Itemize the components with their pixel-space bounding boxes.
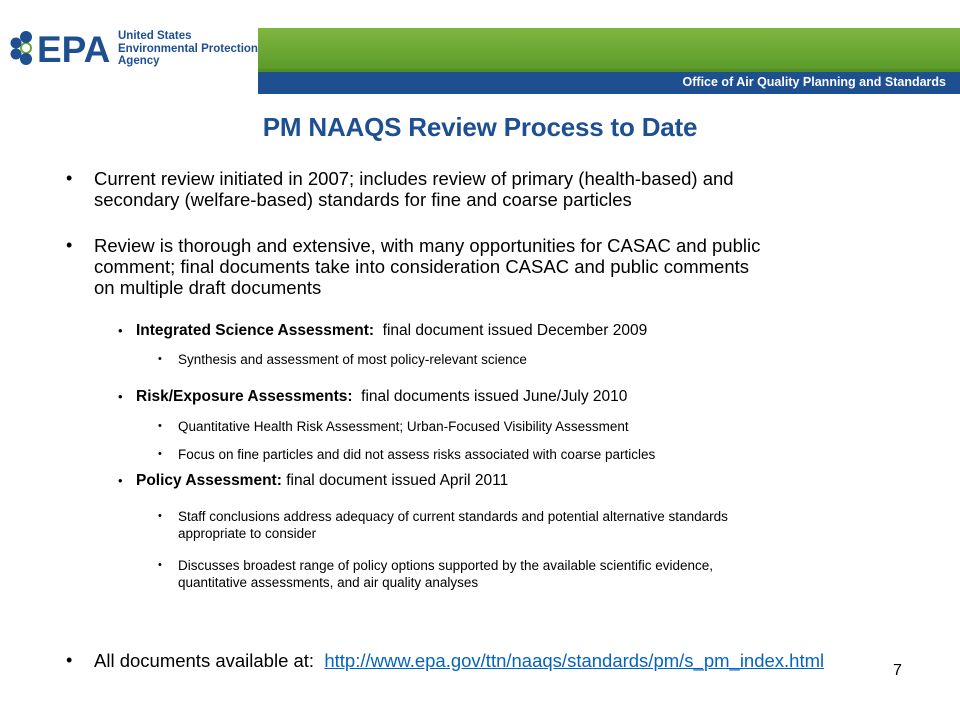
header-banner <box>0 0 960 100</box>
bullet-icon: • <box>118 473 123 488</box>
bullet-icon: • <box>158 559 162 571</box>
green-banner-bar <box>258 28 960 69</box>
page-number: 7 <box>893 662 902 679</box>
agency-name: United States Environmental Protection Agency <box>118 30 258 67</box>
bullet-icon: • <box>158 510 162 522</box>
bullet-icon: • <box>158 448 162 460</box>
bullet-icon: • <box>118 323 123 338</box>
bullet-icon: • <box>158 420 162 432</box>
svg-text:EPA: EPA <box>37 29 111 68</box>
epa-flower-icon <box>10 28 114 68</box>
pm-index-link[interactable]: http://www.epa.gov/ttn/naaqs/standards/pm/s_pm_index.html <box>324 650 825 671</box>
office-label: Office of Air Quality Planning and Standards <box>682 75 946 89</box>
bullet-icon: • <box>66 168 73 188</box>
slide-title: PM NAAQS Review Process to Date <box>262 112 698 142</box>
bullet-icon: • <box>66 650 73 670</box>
bullet-icon: • <box>118 389 123 404</box>
bullet-icon: • <box>158 353 162 365</box>
bullet-icon: • <box>66 235 73 255</box>
